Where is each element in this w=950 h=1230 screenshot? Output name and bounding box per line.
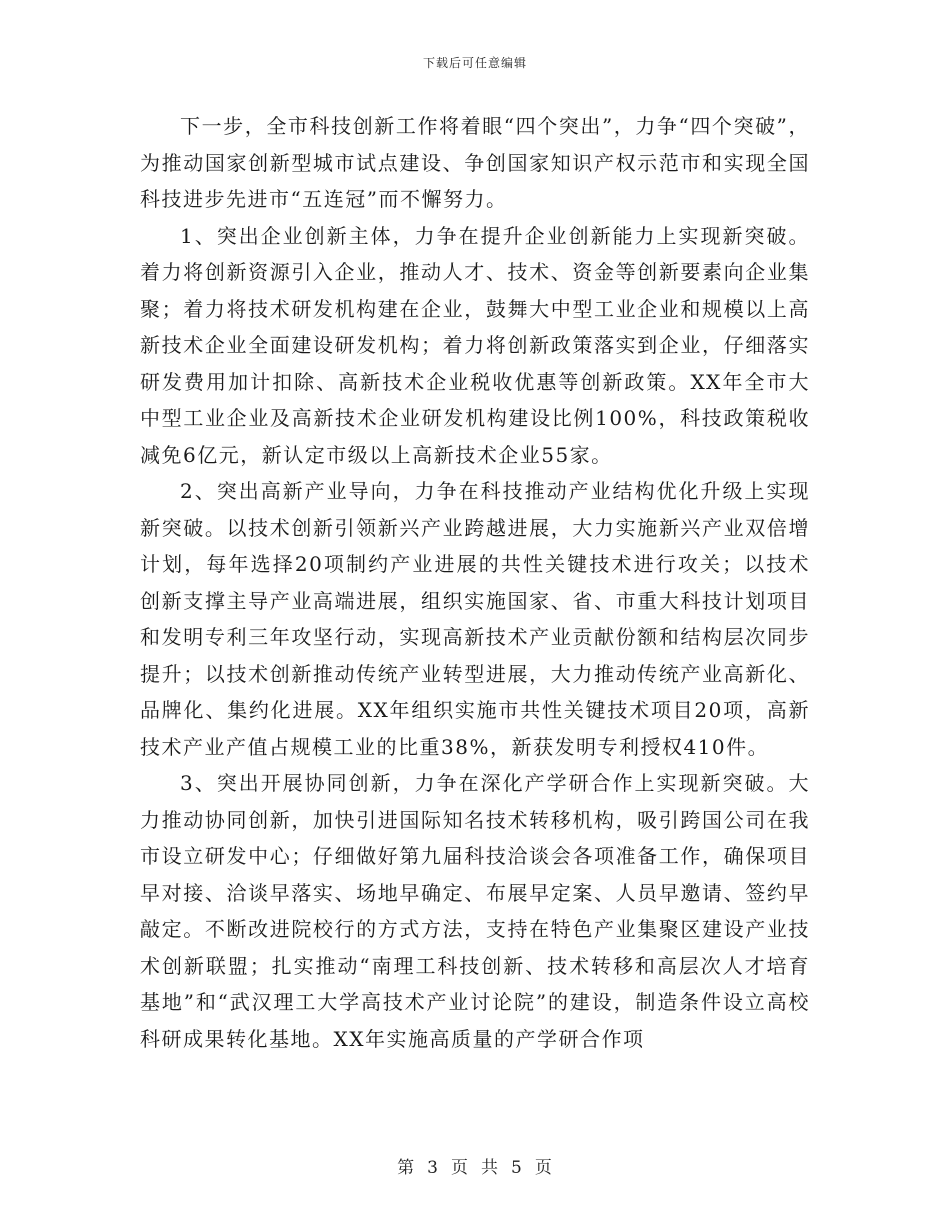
paragraph-intro: 下一步，全市科技创新工作将着眼“四个突出”，力争“四个突破”，为推动国家创新型城市试点建设、争创国家知识产权示范市和实现全国科技进步先进市“五连冠”而不懈努力。: [140, 114, 810, 211]
page-header-note: 下载后可任意编辑: [422, 56, 527, 70]
footer-total-label: 共: [481, 1158, 499, 1178]
page-footer: [0, 1153, 950, 1178]
footer-page-unit: 页: [451, 1158, 469, 1178]
document-body: [140, 108, 810, 1057]
footer-page-number: 3: [427, 1158, 439, 1178]
footer-page-label: 第: [397, 1158, 416, 1178]
footer-total-pages: 5: [511, 1158, 523, 1178]
paragraph-item-1: 1、突出企业创新主体，力争在提升企业创新能力上实现新突破。着力将创新资源引入企业，推动人才、技术、资金等创新要素向企业集聚；着力将技术研发机构建在企业，鼓舞大中型工业企业和规模以上高新技术企业全面建设研发机构；着力将创新政策落实到企业，仔细落实研发费用加计扣除、高新技术企业税收优惠等创新政策。XX年全市大中型工业企业及高新技术企业研发机构建设比例100%，科技政策税收减免6亿元，新认定市级以上高新技术企业55家。: [140, 223, 810, 467]
footer-total-unit: 页: [534, 1158, 553, 1178]
paragraph-item-3: 3、突出开展协同创新，力争在深化产学研合作上实现新突破。大力推动协同创新，加快引进国际知名技术转移机构，吸引跨国公司在我市设立研发中心；仔细做好第九届科技洽谈会各项准备工作，确保项目早对接、洽谈早落实、场地早确定、布展早定案、人员早邀请、签约早敲定。不断改进院校行的方式方法，支持在特色产业集聚区建设产业技术创新联盟；扎实推动“南理工科技创新、技术转移和高层次人才培育基地”和“武汉理工大学高技术产业讨论院”的建设，制造条件设立高校科研成果转化基地。XX年实施高质量的产学研合作项: [140, 771, 810, 1051]
paragraph-item-2: 2、突出高新产业导向，力争在科技推动产业结构优化升级上实现新突破。以技术创新引领新兴产业跨越进展，大力实施新兴产业双倍增计划，每年选择20项制约产业进展的共性关键技术进行攻关；以技术创新支撑主导产业高端进展，组织实施国家、省、市重大科技计划项目和发明专利三年攻坚行动，实现高新技术产业贡献份额和结构层次同步提升；以技术创新推动传统产业转型进展，大力推动传统产业高新化、品牌化、集约化进展。XX年组织实施市共性关键技术项目20项，高新技术产业产值占规模工业的比重38%，新获发明专利授权410件。: [140, 479, 810, 759]
